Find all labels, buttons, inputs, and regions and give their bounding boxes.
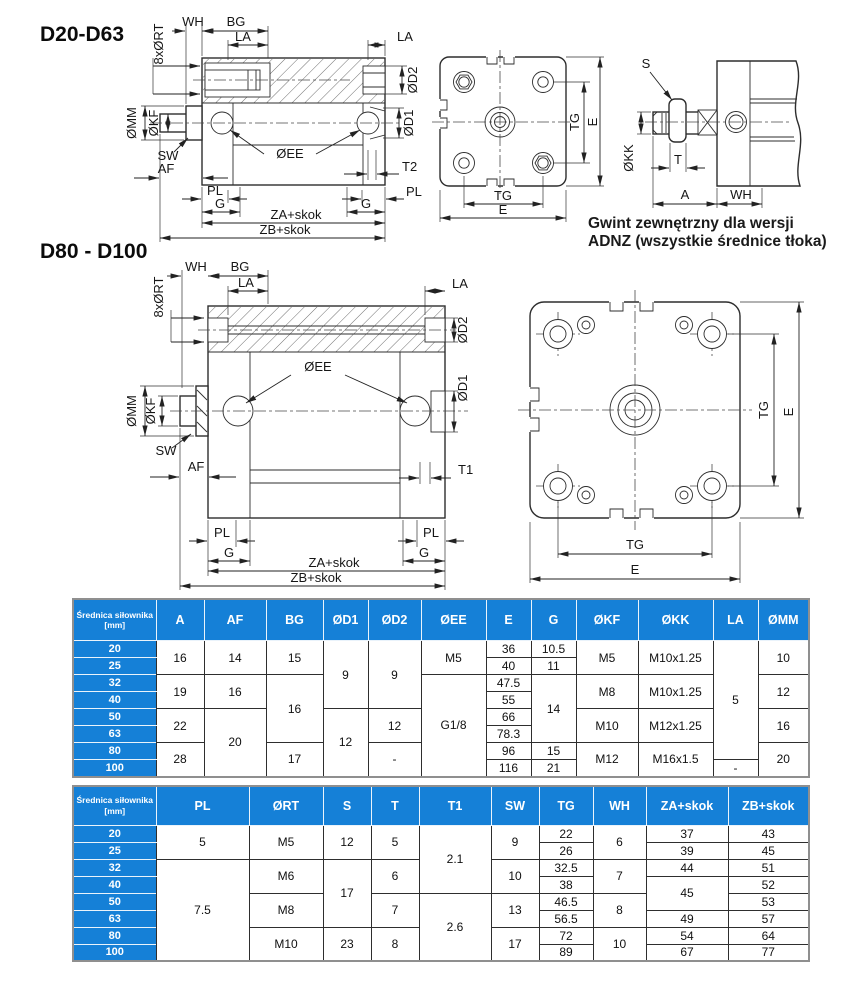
dim-label-mm: ØMM: [124, 395, 139, 427]
value-cell: 23: [323, 927, 371, 961]
row-label-diameter: 63: [73, 910, 156, 927]
table-row: [73, 641, 809, 658]
col-header-øee: ØEE: [421, 599, 486, 641]
value-cell: 8: [593, 893, 646, 927]
value-cell: M8: [576, 675, 638, 709]
rod-collar: [669, 99, 686, 142]
dim-label-e: E: [498, 202, 508, 217]
value-cell: 22: [156, 709, 204, 743]
row-label-diameter: 20: [73, 641, 156, 658]
value-cell: 10.5: [531, 641, 576, 658]
dim-label-tg: TG: [567, 112, 582, 132]
dim-label-la: LA: [238, 275, 254, 290]
value-cell: 7: [371, 893, 419, 927]
dim-label-rt: 8xØRT: [151, 23, 166, 65]
col-header-af: AF: [204, 599, 266, 641]
value-cell: 6: [593, 825, 646, 859]
dim-label-kf: ØKF: [146, 109, 161, 137]
value-cell: 64: [728, 927, 809, 944]
dim-label-ee: ØEE: [276, 146, 304, 161]
value-cell: 46.5: [539, 893, 593, 910]
row-label-diameter: 50: [73, 709, 156, 726]
dim-label-la: LA: [235, 29, 251, 44]
dim-label-wh: WH: [185, 259, 207, 274]
dim-label-pl: PL: [207, 183, 223, 198]
thread-detail-adnz: [588, 56, 827, 250]
value-cell: 77: [728, 944, 809, 961]
value-cell: 66: [486, 709, 531, 726]
col-header-t: T: [371, 786, 419, 826]
dim-label-t: T: [674, 152, 682, 167]
col-header-e: E: [486, 599, 531, 641]
d20-d63-section-view: [40, 14, 422, 242]
value-cell: 47.5: [486, 675, 531, 692]
value-cell: 38: [539, 876, 593, 893]
value-cell: 44: [646, 859, 728, 876]
value-cell: 78.3: [486, 726, 531, 743]
value-cell: 6: [371, 859, 419, 893]
value-cell: 11: [531, 658, 576, 675]
value-cell: 7.5: [156, 859, 249, 961]
col-header-diameter: Średnica siłownika [mm]: [73, 599, 156, 641]
dim-label-g: G: [214, 196, 226, 211]
dimension-table-1: [72, 598, 810, 778]
value-cell: 37: [646, 825, 728, 842]
dim-label-e: E: [630, 562, 640, 577]
dim-label-bg: BG: [226, 14, 246, 29]
value-cell: 26: [539, 842, 593, 859]
dim-label-la: LA: [397, 29, 413, 44]
col-header-sw: SW: [491, 786, 539, 826]
row-label-diameter: 100: [73, 760, 156, 777]
dim-label-g: G: [418, 545, 430, 560]
value-cell: 36: [486, 641, 531, 658]
value-cell: 16: [204, 675, 266, 709]
col-header-ød2: ØD2: [368, 599, 421, 641]
dim-label-wh: WH: [182, 14, 204, 29]
dim-label-af: AF: [157, 161, 175, 176]
col-header-t1: T1: [419, 786, 491, 826]
row-label-diameter: 20: [73, 825, 156, 842]
d80-d100-section-view: [40, 240, 473, 590]
dim-label-wh: WH: [730, 187, 752, 202]
row-label-diameter: 32: [73, 675, 156, 692]
col-header-s: S: [323, 786, 371, 826]
thread-note-line2: ADNZ (wszystkie średnice tłoka): [588, 233, 827, 250]
d80-d100-end-view: [518, 290, 804, 583]
dim-label-g: G: [360, 196, 372, 211]
dim-label-e: E: [781, 407, 796, 417]
dim-label-ee: ØEE: [304, 359, 332, 374]
value-cell: M5: [421, 641, 486, 675]
row-label-diameter: 40: [73, 692, 156, 709]
value-cell: 7: [593, 859, 646, 893]
value-cell: 14: [531, 675, 576, 743]
dim-label-pl: PL: [423, 525, 439, 540]
col-header-tg: TG: [539, 786, 593, 826]
value-cell: 10: [758, 641, 809, 675]
value-cell: 32.5: [539, 859, 593, 876]
value-cell: 49: [646, 910, 728, 927]
value-cell: M10: [249, 927, 323, 961]
value-cell: 2.1: [419, 825, 491, 893]
value-cell: 12: [323, 709, 368, 777]
value-cell: 40: [486, 658, 531, 675]
dim-label-mm: ØMM: [124, 107, 139, 139]
row-label-diameter: 25: [73, 658, 156, 675]
section-title-d20: D20-D63: [40, 23, 125, 46]
row-label-diameter: 80: [73, 743, 156, 760]
col-header-ømm: ØMM: [758, 599, 809, 641]
dim-label-tg: TG: [756, 400, 771, 420]
dim-label-d2: ØD2: [405, 66, 420, 94]
table-row: [73, 825, 809, 842]
value-cell: M10: [576, 709, 638, 743]
col-header-diameter: Średnica siłownika [mm]: [73, 786, 156, 826]
value-cell: 15: [266, 641, 323, 675]
value-cell: M12: [576, 743, 638, 777]
value-cell: 17: [323, 859, 371, 927]
col-header-ørt: ØRT: [249, 786, 323, 826]
dimension-tables: [72, 598, 808, 962]
dim-label-a: A: [680, 187, 690, 202]
dim-label-af: AF: [187, 459, 205, 474]
value-cell: M5: [576, 641, 638, 675]
dim-label-tg: TG: [625, 537, 645, 552]
value-cell: 16: [266, 675, 323, 743]
value-cell: M16x1.5: [638, 743, 713, 777]
value-cell: 54: [646, 927, 728, 944]
dim-label-e: E: [585, 117, 600, 127]
value-cell: 28: [156, 743, 204, 777]
d20-d63-end-view: [432, 50, 604, 222]
value-cell: 116: [486, 760, 531, 777]
value-cell: -: [713, 760, 758, 777]
value-cell: 89: [539, 944, 593, 961]
row-label-diameter: 63: [73, 726, 156, 743]
dim-label-zb: ZB+skok: [290, 570, 342, 585]
dim-label-s: S: [641, 56, 651, 71]
value-cell: 20: [758, 743, 809, 777]
value-cell: 72: [539, 927, 593, 944]
col-header-pl: PL: [156, 786, 249, 826]
col-header-za+skok: ZA+skok: [646, 786, 728, 826]
value-cell: 12: [368, 709, 421, 743]
dim-label-t1: T1: [458, 462, 474, 477]
dim-label-sw: SW: [155, 443, 177, 458]
value-cell: 22: [539, 825, 593, 842]
value-cell: 20: [204, 709, 266, 777]
value-cell: 43: [728, 825, 809, 842]
value-cell: 2.6: [419, 893, 491, 961]
value-cell: 5: [371, 825, 419, 859]
value-cell: 8: [371, 927, 419, 961]
value-cell: M5: [249, 825, 323, 859]
value-cell: 51: [728, 859, 809, 876]
value-cell: 16: [758, 709, 809, 743]
value-cell: 10: [593, 927, 646, 961]
dim-label-za: ZA+skok: [308, 555, 360, 570]
dim-label-d2: ØD2: [455, 316, 470, 344]
value-cell: M10x1.25: [638, 675, 713, 709]
col-header-bg: BG: [266, 599, 323, 641]
section-title-d80: D80 - D100: [40, 240, 148, 263]
value-cell: 5: [713, 641, 758, 760]
dimension-table-2: [72, 785, 810, 963]
row-label-diameter: 32: [73, 859, 156, 876]
value-cell: 67: [646, 944, 728, 961]
col-header-wh: WH: [593, 786, 646, 826]
col-header-økk: ØKK: [638, 599, 713, 641]
value-cell: 55: [486, 692, 531, 709]
dim-label-d1: ØD1: [401, 109, 416, 137]
dim-label-pl: PL: [406, 184, 422, 199]
value-cell: -: [368, 743, 421, 777]
dim-label-sw: SW: [157, 148, 179, 163]
thread-note-line1: Gwint zewnętrzny dla wersji: [588, 215, 794, 232]
value-cell: 10: [491, 859, 539, 893]
row-label-diameter: 40: [73, 876, 156, 893]
dim-label-kf: ØKF: [143, 397, 158, 425]
value-cell: 45: [728, 842, 809, 859]
value-cell: 15: [531, 743, 576, 760]
value-cell: 13: [491, 893, 539, 927]
dim-label-d1: ØD1: [455, 374, 470, 402]
dim-label-pl: PL: [214, 525, 230, 540]
col-header-g: G: [531, 599, 576, 641]
value-cell: M12x1.25: [638, 709, 713, 743]
dim-label-t2: T2: [402, 159, 418, 174]
dim-label-rt: 8xØRT: [151, 276, 166, 318]
dim-label-g: G: [223, 545, 235, 560]
value-cell: 12: [758, 675, 809, 709]
dim-label-la: LA: [452, 276, 468, 291]
dim-label-za: ZA+skok: [270, 207, 322, 222]
value-cell: 9: [323, 641, 368, 709]
value-cell: 17: [266, 743, 323, 777]
col-header-la: LA: [713, 599, 758, 641]
col-header-a: A: [156, 599, 204, 641]
value-cell: 14: [204, 641, 266, 675]
value-cell: 19: [156, 675, 204, 709]
value-cell: 21: [531, 760, 576, 777]
value-cell: 9: [491, 825, 539, 859]
value-cell: 53: [728, 893, 809, 910]
dim-label-tg: TG: [493, 188, 513, 203]
value-cell: 16: [156, 641, 204, 675]
row-label-diameter: 25: [73, 842, 156, 859]
value-cell: 17: [491, 927, 539, 961]
value-cell: G1/8: [421, 675, 486, 777]
dim-label-kk: ØKK: [621, 144, 636, 172]
value-cell: 9: [368, 641, 421, 709]
value-cell: 56.5: [539, 910, 593, 927]
row-label-diameter: 80: [73, 927, 156, 944]
value-cell: 12: [323, 825, 371, 859]
table-row: [73, 675, 809, 692]
dim-label-bg: BG: [230, 259, 250, 274]
dim-label-zb: ZB+skok: [259, 222, 311, 237]
col-header-ød1: ØD1: [323, 599, 368, 641]
row-label-diameter: 100: [73, 944, 156, 961]
row-label-diameter: 50: [73, 893, 156, 910]
value-cell: 52: [728, 876, 809, 893]
value-cell: 5: [156, 825, 249, 859]
value-cell: M8: [249, 893, 323, 927]
value-cell: 45: [646, 876, 728, 910]
value-cell: M6: [249, 859, 323, 893]
value-cell: 57: [728, 910, 809, 927]
value-cell: 96: [486, 743, 531, 760]
value-cell: M10x1.25: [638, 641, 713, 675]
value-cell: 39: [646, 842, 728, 859]
col-header-økf: ØKF: [576, 599, 638, 641]
col-header-zb+skok: ZB+skok: [728, 786, 809, 826]
